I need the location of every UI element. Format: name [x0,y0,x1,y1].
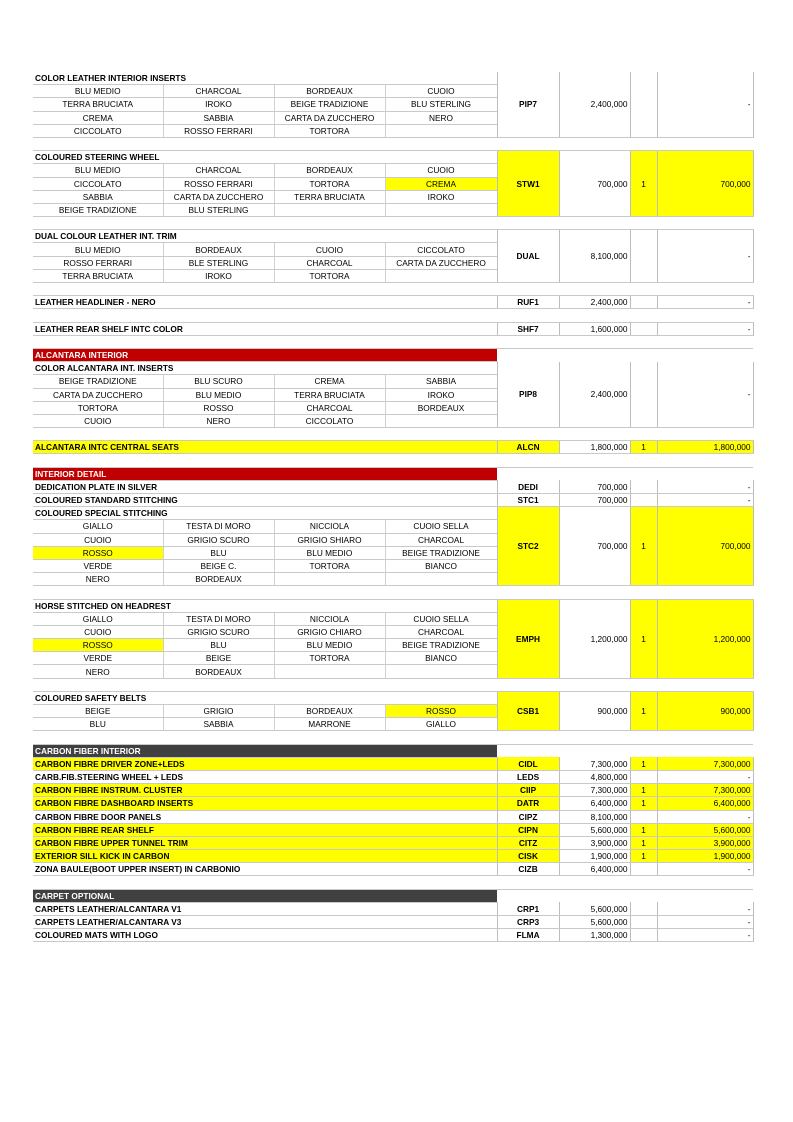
option-label: CARPETS LEATHER/ALCANTARA V1 [33,902,497,915]
color-choice: SABBIA [163,718,274,731]
color-choice: TORTORA [274,559,385,572]
option-total: 6,400,000 [657,797,753,810]
option-label: CARB.FIB.STEERING WHEEL + LEDS [33,770,497,783]
color-choice: BEIGE TRADIZIONE [33,375,163,388]
spacer-cell [33,283,753,296]
color-choice: CUOIO [33,625,163,638]
option-qty [630,863,657,876]
spacer-cell [33,335,753,348]
option-label: COLOURED STANDARD STITCHING [33,494,497,507]
color-choice: NICCIOLA [274,520,385,533]
color-choice: BLU STERLING [163,203,274,216]
spacer-cell [33,678,753,691]
option-price: 3,900,000 [559,836,630,849]
spacer-cell [33,731,753,744]
option-price: 700,000 [559,507,630,586]
option-price: 2,400,000 [559,362,630,428]
option-code: CIIP [497,784,559,797]
option-label: DEDICATION PLATE IN SILVER [33,480,497,493]
option-label: CARBON FIBRE DASHBOARD INSERTS [33,797,497,810]
color-choice: IROKO [385,388,497,401]
option-total: - [657,863,753,876]
option-code: CIPZ [497,810,559,823]
option-total: 5,600,000 [657,823,753,836]
color-choice [385,414,497,427]
section-right-blank [497,348,753,361]
option-qty: 1 [630,757,657,770]
color-choice: VERDE [33,559,163,572]
color-choice: BLU [33,718,163,731]
option-total: - [657,72,753,137]
color-choice: TORTORA [33,401,163,414]
spacer-row [33,876,753,889]
option-group-title: COLOURED STEERING WHEEL [33,151,497,164]
color-choice: CUOIO [33,533,163,546]
option-row [33,823,753,836]
option-group-header [33,230,753,243]
color-choice: BLU [163,546,274,559]
color-choice: BLU MEDIO [274,546,385,559]
option-total: 3,900,000 [657,836,753,849]
color-choice: CUOIO SELLA [385,612,497,625]
color-choice: CUOIO SELLA [385,520,497,533]
color-choice: CHARCOAL [385,533,497,546]
option-price: 2,400,000 [559,72,630,137]
option-price: 6,400,000 [559,797,630,810]
option-price: 2,400,000 [559,296,630,309]
spacer-row [33,731,753,744]
color-choice [385,203,497,216]
option-code: SHF7 [497,322,559,335]
option-total: - [657,322,753,335]
color-choice: TESTA DI MORO [163,612,274,625]
color-choice: BLE STERLING [163,256,274,269]
option-price: 4,800,000 [559,770,630,783]
option-code: CRP1 [497,902,559,915]
spacer-row [33,454,753,467]
price-list-sheet [33,72,753,942]
option-qty: 1 [630,599,657,678]
color-choice: NICCIOLA [274,612,385,625]
option-total: - [657,916,753,929]
option-qty [630,770,657,783]
option-code: CIPN [497,823,559,836]
option-price: 7,300,000 [559,757,630,770]
color-choice: BEIGE TRADIZIONE [385,546,497,559]
option-price: 7,300,000 [559,784,630,797]
color-choice: CARTA DA ZUCCHERO [385,256,497,269]
option-total: 1,800,000 [657,441,753,454]
option-group-title: COLOR LEATHER INTERIOR INSERTS [33,72,497,85]
color-choice: TERRA BRUCIATA [274,388,385,401]
color-choice: NERO [33,573,163,586]
section-header [33,889,753,902]
option-total: - [657,362,753,428]
option-row [33,929,753,942]
color-choice: VERDE [33,652,163,665]
color-choice: SABBIA [385,375,497,388]
color-choice: CARTA DA ZUCCHERO [274,111,385,124]
color-choice: CUOIO [385,85,497,98]
option-price: 700,000 [559,494,630,507]
spacer-row [33,309,753,322]
option-group-header [33,599,753,612]
option-total: - [657,480,753,493]
color-choice: BORDEAUX [274,85,385,98]
color-choice [274,573,385,586]
option-code: CIDL [497,757,559,770]
color-choice: TORTORA [274,652,385,665]
option-price: 6,400,000 [559,863,630,876]
option-code: ALCN [497,441,559,454]
color-choice: CUOIO [274,243,385,256]
option-qty [630,230,657,283]
option-code: CIZB [497,863,559,876]
color-choice: GRIGIO SCURO [163,625,274,638]
color-choice: IROKO [163,98,274,111]
color-choice: CREMA [33,111,163,124]
color-choice [274,203,385,216]
option-code: FLMA [497,929,559,942]
option-price: 8,100,000 [559,230,630,283]
option-group-header [33,691,753,704]
option-code: CRP3 [497,916,559,929]
color-choice: CHARCOAL [385,625,497,638]
option-row [33,810,753,823]
option-qty [630,916,657,929]
color-choice: GIALLO [33,520,163,533]
option-qty: 1 [630,784,657,797]
option-row [33,296,753,309]
color-choice: CICCOLATO [33,177,163,190]
color-choice [274,665,385,678]
options-table [33,72,754,942]
option-group-title: COLOR ALCANTARA INT. INSERTS [33,362,497,375]
color-choice: BORDEAUX [163,573,274,586]
color-choice: ROSSO [163,401,274,414]
option-qty [630,494,657,507]
color-choice: CARTA DA ZUCCHERO [33,388,163,401]
color-choice: CREMA [274,375,385,388]
spacer-cell [33,454,753,467]
color-choice: BLU MEDIO [33,164,163,177]
spacer-row [33,678,753,691]
color-choice: NERO [385,111,497,124]
spacer-row [33,137,753,150]
color-choice: ROSSO [385,705,497,718]
option-group-title: DUAL COLOUR LEATHER INT. TRIM [33,230,497,243]
color-choice: BLU [163,639,274,652]
color-choice: BEIGE TRADIZIONE [33,203,163,216]
color-choice: BORDEAUX [163,243,274,256]
option-row [33,902,753,915]
spacer-row [33,428,753,441]
option-group-title: COLOURED SAFETY BELTS [33,691,497,704]
option-qty [630,322,657,335]
section-right-blank [497,744,753,757]
option-total: 1,900,000 [657,850,753,863]
color-choice: CICCOLATO [274,414,385,427]
option-group-header [33,72,753,85]
option-qty [630,810,657,823]
color-choice: CREMA [385,177,497,190]
color-choice: BLU SCURO [163,375,274,388]
option-code: STW1 [497,151,559,217]
option-qty [630,480,657,493]
option-total: - [657,230,753,283]
option-price: 5,600,000 [559,823,630,836]
option-qty: 1 [630,151,657,217]
section-title: CARBON FIBER INTERIOR [33,744,497,757]
color-choice: ROSSO [33,546,163,559]
option-code: STC2 [497,507,559,586]
color-choice: GRIGIO CHIARO [274,625,385,638]
option-price: 1,300,000 [559,929,630,942]
option-label: CARBON FIBRE REAR SHELF [33,823,497,836]
option-qty: 1 [630,797,657,810]
option-code: PIP7 [497,72,559,137]
color-choice: SABBIA [33,190,163,203]
spacer-row [33,217,753,230]
color-choice: CICCOLATO [33,124,163,137]
color-choice: BORDEAUX [163,665,274,678]
color-choice: CICCOLATO [385,243,497,256]
section-title: ALCANTARA INTERIOR [33,348,497,361]
color-choice: CUOIO [33,414,163,427]
option-row [33,863,753,876]
option-code: EMPH [497,599,559,678]
option-row [33,850,753,863]
option-label: LEATHER REAR SHELF INTC COLOR [33,322,497,335]
color-choice: CUOIO [385,164,497,177]
option-code: STC1 [497,494,559,507]
option-code: CSB1 [497,691,559,731]
option-label: CARBON FIBRE DRIVER ZONE+LEDS [33,757,497,770]
option-group-title: HORSE STITCHED ON HEADREST [33,599,497,612]
color-choice: NERO [163,414,274,427]
color-choice: BLU MEDIO [274,639,385,652]
color-choice: SABBIA [163,111,274,124]
option-code: DUAL [497,230,559,283]
color-choice: BEIGE C. [163,559,274,572]
option-price: 1,200,000 [559,599,630,678]
option-row [33,784,753,797]
option-price: 1,800,000 [559,441,630,454]
option-qty: 1 [630,850,657,863]
option-total: - [657,296,753,309]
option-label: EXTERIOR SILL KICK IN CARBON [33,850,497,863]
color-choice: BLU MEDIO [33,85,163,98]
color-choice: CARTA DA ZUCCHERO [163,190,274,203]
spacer-row [33,586,753,599]
color-choice: TESTA DI MORO [163,520,274,533]
option-row [33,836,753,849]
option-label: ALCANTARA INTC CENTRAL SEATS [33,441,497,454]
color-choice: TORTORA [274,124,385,137]
option-qty: 1 [630,691,657,731]
color-choice [385,665,497,678]
option-price: 700,000 [559,480,630,493]
option-qty [630,362,657,428]
color-choice: GRIGIO [163,705,274,718]
spacer-cell [33,309,753,322]
color-choice: BORDEAUX [274,705,385,718]
option-group-header [33,507,753,520]
color-choice: GRIGIO SCURO [163,533,274,546]
color-choice [385,124,497,137]
option-total: 1,200,000 [657,599,753,678]
spacer-cell [33,217,753,230]
option-qty [630,929,657,942]
option-total: - [657,810,753,823]
option-price: 8,100,000 [559,810,630,823]
color-choice: BLU MEDIO [163,388,274,401]
color-choice: CHARCOAL [163,85,274,98]
section-title: CARPET OPTIONAL [33,889,497,902]
options-table-body [33,72,753,942]
color-choice: CHARCOAL [274,256,385,269]
option-code: LEDS [497,770,559,783]
option-row [33,770,753,783]
option-row [33,480,753,493]
option-total: 7,300,000 [657,757,753,770]
option-label: CARPETS LEATHER/ALCANTARA V3 [33,916,497,929]
option-code: DEDI [497,480,559,493]
option-qty [630,72,657,137]
spacer-cell [33,876,753,889]
spacer-row [33,335,753,348]
spacer-row [33,283,753,296]
color-choice: GIALLO [33,612,163,625]
spacer-cell [33,137,753,150]
color-choice: TERRA BRUCIATA [33,269,163,282]
color-choice: IROKO [163,269,274,282]
option-group-header [33,362,753,375]
option-label: COLOURED MATS WITH LOGO [33,929,497,942]
color-choice: TERRA BRUCIATA [33,98,163,111]
option-group-header [33,151,753,164]
color-choice: BIANCO [385,652,497,665]
option-total: - [657,929,753,942]
section-right-blank [497,467,753,480]
color-choice: GIALLO [385,718,497,731]
color-choice: ROSSO [33,639,163,652]
option-row [33,757,753,770]
option-label: CARBON FIBRE DOOR PANELS [33,810,497,823]
color-choice: ROSSO FERRARI [33,256,163,269]
option-qty: 1 [630,507,657,586]
option-price: 900,000 [559,691,630,731]
option-row [33,494,753,507]
option-qty: 1 [630,441,657,454]
option-price: 1,600,000 [559,322,630,335]
option-row [33,441,753,454]
option-total: - [657,902,753,915]
option-code: PIP8 [497,362,559,428]
color-choice: BEIGE [163,652,274,665]
option-label: CARBON FIBRE UPPER TUNNEL TRIM [33,836,497,849]
color-choice: CHARCOAL [274,401,385,414]
option-code: CISK [497,850,559,863]
color-choice: BORDEAUX [274,164,385,177]
color-choice [385,269,497,282]
option-price: 1,900,000 [559,850,630,863]
option-qty: 1 [630,823,657,836]
section-header [33,348,753,361]
option-price: 700,000 [559,151,630,217]
color-choice: BEIGE TRADIZIONE [385,639,497,652]
color-choice: BLU MEDIO [33,243,163,256]
option-total: - [657,770,753,783]
option-total: 700,000 [657,151,753,217]
color-choice: BEIGE TRADIZIONE [274,98,385,111]
color-choice: BORDEAUX [385,401,497,414]
color-choice: GRIGIO SHIARO [274,533,385,546]
option-price: 5,600,000 [559,916,630,929]
option-row [33,797,753,810]
option-code: RUF1 [497,296,559,309]
spacer-cell [33,428,753,441]
option-code: CITZ [497,836,559,849]
option-row [33,916,753,929]
color-choice: NERO [33,665,163,678]
section-header [33,744,753,757]
option-label: CARBON FIBRE INSTRUM. CLUSTER [33,784,497,797]
color-choice: ROSSO FERRARI [163,124,274,137]
color-choice: BLU STERLING [385,98,497,111]
color-choice: ROSSO FERRARI [163,177,274,190]
option-price: 5,600,000 [559,902,630,915]
color-choice: TORTORA [274,269,385,282]
option-total: 700,000 [657,507,753,586]
color-choice: CHARCOAL [163,164,274,177]
option-group-title: COLOURED SPECIAL STITCHING [33,507,497,520]
color-choice: BEIGE [33,705,163,718]
option-label: ZONA BAULE(BOOT UPPER INSERT) IN CARBONIO [33,863,497,876]
option-total: 7,300,000 [657,784,753,797]
color-choice [385,573,497,586]
option-code: DATR [497,797,559,810]
option-qty [630,902,657,915]
option-qty [630,296,657,309]
color-choice: TERRA BRUCIATA [274,190,385,203]
option-total: 900,000 [657,691,753,731]
color-choice: TORTORA [274,177,385,190]
option-row [33,322,753,335]
color-choice: MARRONE [274,718,385,731]
option-label: LEATHER HEADLINER - NERO [33,296,497,309]
color-choice: BIANCO [385,559,497,572]
section-title: INTERIOR DETAIL [33,467,497,480]
section-header [33,467,753,480]
color-choice: IROKO [385,190,497,203]
option-qty: 1 [630,836,657,849]
section-right-blank [497,889,753,902]
spacer-cell [33,586,753,599]
option-total: - [657,494,753,507]
